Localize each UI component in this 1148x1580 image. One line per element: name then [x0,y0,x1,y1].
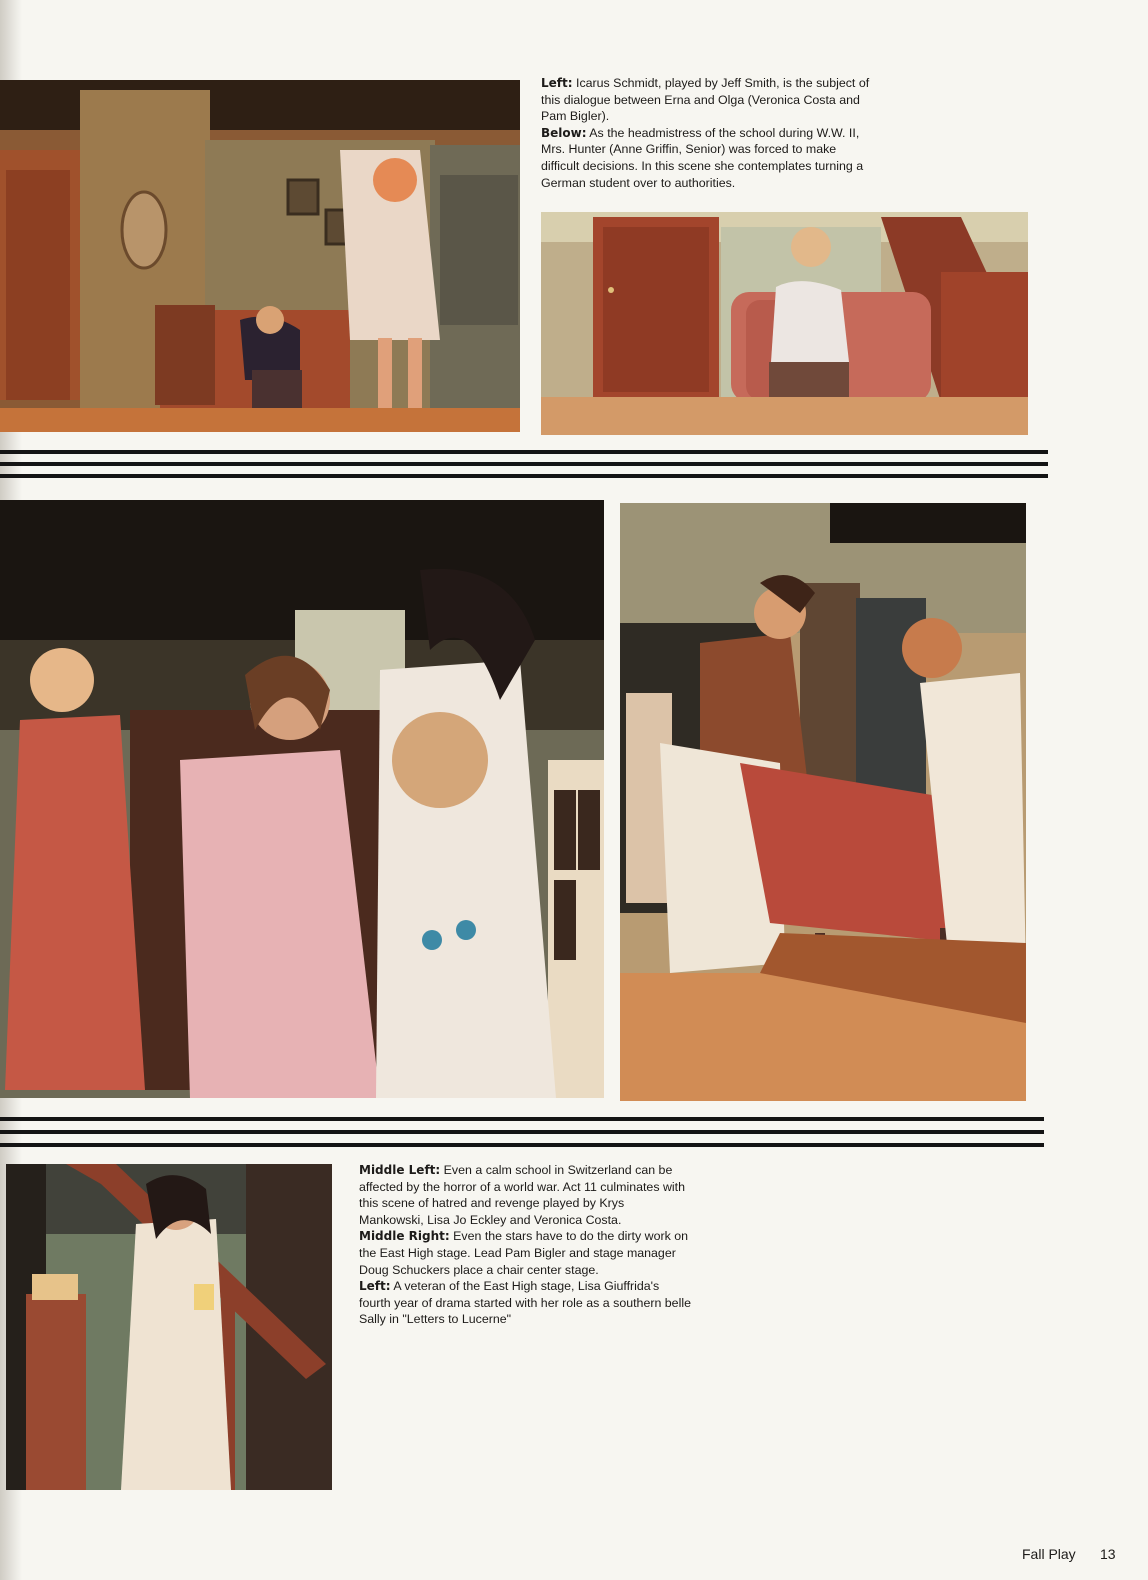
photo-top-right-mrs-hunter [541,212,1028,435]
caption-text-below: As the headmistress of the school during W.W. II, Mrs. Hunter (Anne Griffin, Senior) was forced to make difficult decisions. In this scene she contemplates turning a German student over to authorities. [541,125,864,190]
caption-text-middle-right: Even the stars have to do the dirty work on the East High stage. Lead Pam Bigler and stage manager Doug Schuckers place a chair center stage. [359,1229,689,1277]
photo-bottom-left-lisa-giuffrida [6,1164,332,1490]
caption-middle-left-paragraph [359,1162,692,1228]
footer-section-title: Fall Play [1022,1546,1076,1562]
divider-rule [0,450,1048,454]
caption-left-paragraph [541,75,875,125]
caption-text-left: Icarus Schmidt, played by Jeff Smith, is the subject of this dialogue between Erna and Olga (Veronica Costa and Pam Bigler). [541,76,870,124]
photo-top-left-erna-olga [0,80,520,432]
caption-bottom [359,1162,692,1328]
caption-label-below: Below: [541,125,587,140]
caption-label-middle-left: Middle Left: [359,1163,441,1177]
divider-rule [0,1117,1044,1121]
caption-middle-right-paragraph [359,1228,692,1278]
photo-middle-left-act-scene [0,500,604,1098]
caption-below-paragraph [541,125,875,191]
caption-label-left: Left: [359,1279,391,1294]
caption-text-left: A veteran of the East High stage, Lisa Giuffrida's fourth year of drama started with her role as a southern belle Sally in "Letters to Lucerne" [359,1279,691,1327]
caption-left-paragraph [359,1278,692,1328]
caption-label-left: Left: [541,76,573,90]
divider-rule [0,1130,1044,1134]
divider-rule [0,474,1048,478]
divider-rule [0,462,1048,466]
caption-text-middle-left: Even a calm school in Switzerland can be affected by the horror of a world war. Act 11 culminates with this scene of hatred and revenge played by Krys Mankowski, Lisa Jo Eckley and Veronica Costa. [359,1163,685,1227]
photo-middle-right-chair [620,503,1026,1101]
page-number: 13 [1100,1546,1116,1562]
caption-label-middle-right: Middle Right: [359,1229,450,1244]
caption-top [541,75,875,191]
divider-rule [0,1143,1044,1147]
